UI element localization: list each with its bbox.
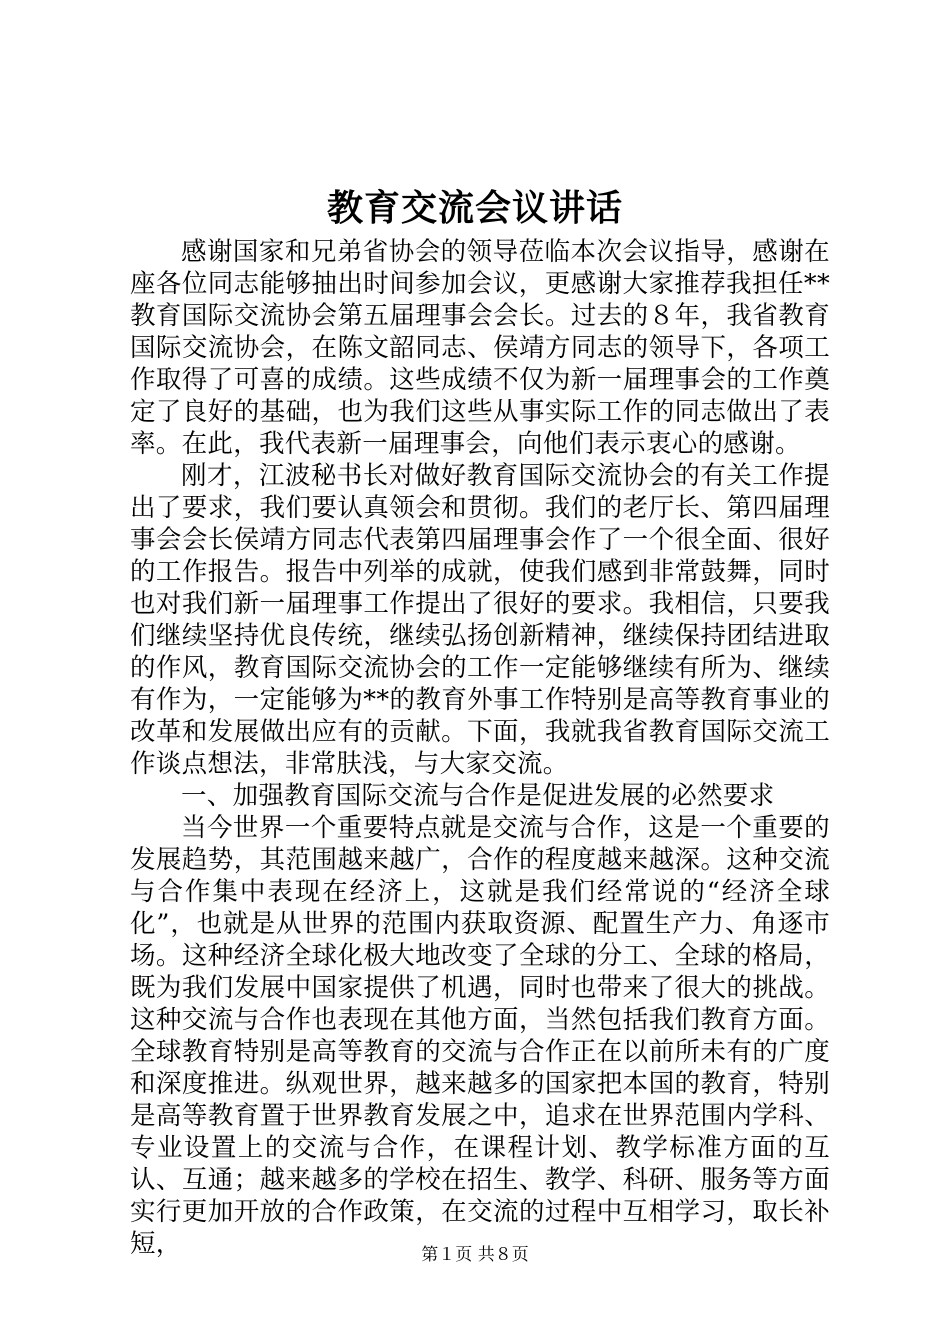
page-number-footer: 第１页 共８页 <box>421 1245 529 1265</box>
document-title: 教育交流会议讲话 <box>326 187 623 229</box>
paragraph-3: 当今世界一个重要特点就是交流与合作，这是一个重要的发展趋势，其范围越来越广，合作的程度越来越深。这种交流与合作集中表现在经济上，这就是我们经常说的“经济全球化”，也就是从世界的范围内获取资源、配置生产力、角逐市场。这种经济全球化极大地改变了全球的分工、全球的格局，既为我们发展中国家提供了机遇，同时也带来了很大的挑战。这种交流与合作也表现在其他方面，当然包括我们教育方面。全球教育特别是高等教育的交流与合作正在以前所未有的广度和深度推进。纵观世界，越来越多的国家把本国的教育，特别是高等教育置于世界教育发展之中，追求在世界范围内学科、专业设置上的交流与合作，在课程计划、教学标准方面的互认、互通；越来越多的学校在招生、教学、科研、服务等方面实行更加开放的合作政策，在交流的过程中互相学习，取长补短， <box>130 813 830 1259</box>
document-body <box>130 236 830 1260</box>
section-heading: 一、加强教育国际交流与合作是促进发展的必然要求 <box>181 781 775 811</box>
paragraph-1: 感谢国家和兄弟省协会的领导莅临本次会议指导，感谢在座各位同志能够抽出时间参加会议，更感谢大家推荐我担任**教育国际交流协会第五届理事会会长。过去的８年，我省教育国际交流协会，在陈文韶同志、侯靖方同志的领导下，各项工作取得了可喜的成绩。这些成绩不仅为新一届理事会的工作奠定了良好的基础，也为我们这些从事实际工作的同志做出了表率。在此，我代表新一届理事会，向他们表示衷心的感谢。 <box>130 237 830 459</box>
paragraph-2: 刚才，江波秘书长对做好教育国际交流协会的有关工作提出了要求，我们要认真领会和贯彻。我们的老厅长、第四届理事会会长侯靖方同志代表第四届理事会作了一个很全面、很好的工作报告。报告中列举的成就，使我们感到非常鼓舞，同时也对我们新一届理事工作提出了很好的要求。我相信，只要我们继续坚持优良传统，继续弘扬创新精神，继续保持团结进取的作风，教育国际交流协会的工作一定能够继续有所为、继续有作为，一定能够为**的教育外事工作特别是高等教育事业的改革和发展做出应有的贡献。下面，我就我省教育国际交流工作谈点想法，非常肤浅，与大家交流。 <box>130 461 830 779</box>
